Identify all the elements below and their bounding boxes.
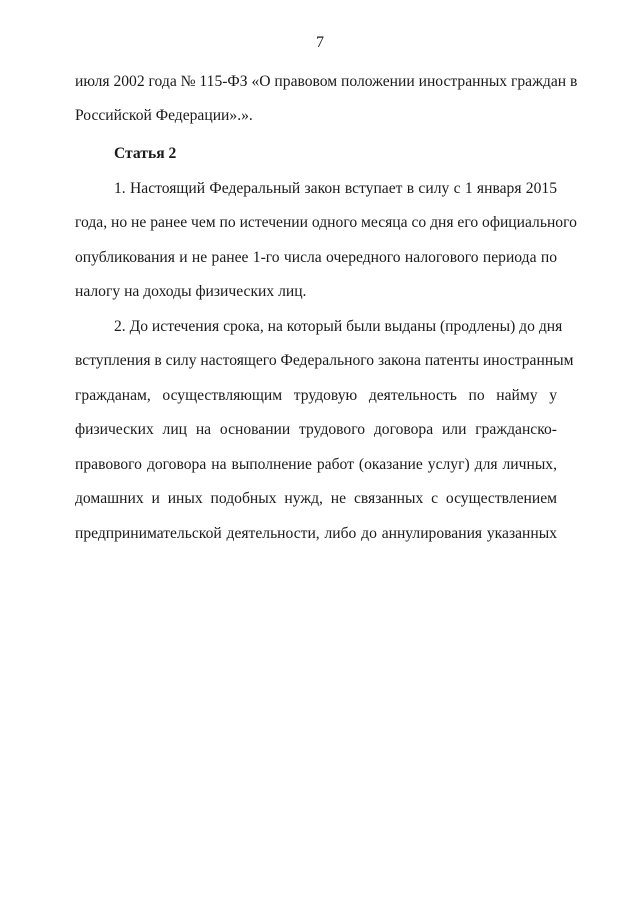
text-line: года, но не ранее чем по истечении одного месяца со дня его официального bbox=[75, 214, 577, 231]
text-line: 1. Настоящий Федеральный закон вступает в силу с 1 января 2015 bbox=[114, 180, 557, 197]
text-line: домашних и иных подобных нужд, не связанных с осуществлением bbox=[75, 490, 557, 507]
text-line: гражданам, осуществляющим трудовую деятельность по найму у bbox=[75, 387, 557, 404]
text-line: июля 2002 года № 115-ФЗ «О правовом положении иностранных граждан в bbox=[75, 73, 578, 90]
text-line: вступления в силу настоящего Федерального закона патенты иностранным bbox=[75, 352, 574, 369]
text-line: правового договора на выполнение работ (оказание услуг) для личных, bbox=[75, 456, 557, 473]
text-line: налогу на доходы физических лиц. bbox=[75, 283, 307, 300]
text-line: Российской Федерации».». bbox=[75, 107, 253, 124]
page-number: 7 bbox=[316, 34, 324, 51]
text-line: опубликования и не ранее 1-го числа очередного налогового периода по bbox=[75, 249, 557, 266]
text-line: 2. До истечения срока, на который были выданы (продлены) до дня bbox=[114, 318, 563, 335]
text-line: физических лиц на основании трудового договора или гражданско- bbox=[75, 421, 557, 438]
text-line: предпринимательской деятельности, либо до аннулирования указанных bbox=[75, 525, 557, 542]
article-heading: Статья 2 bbox=[114, 145, 177, 162]
